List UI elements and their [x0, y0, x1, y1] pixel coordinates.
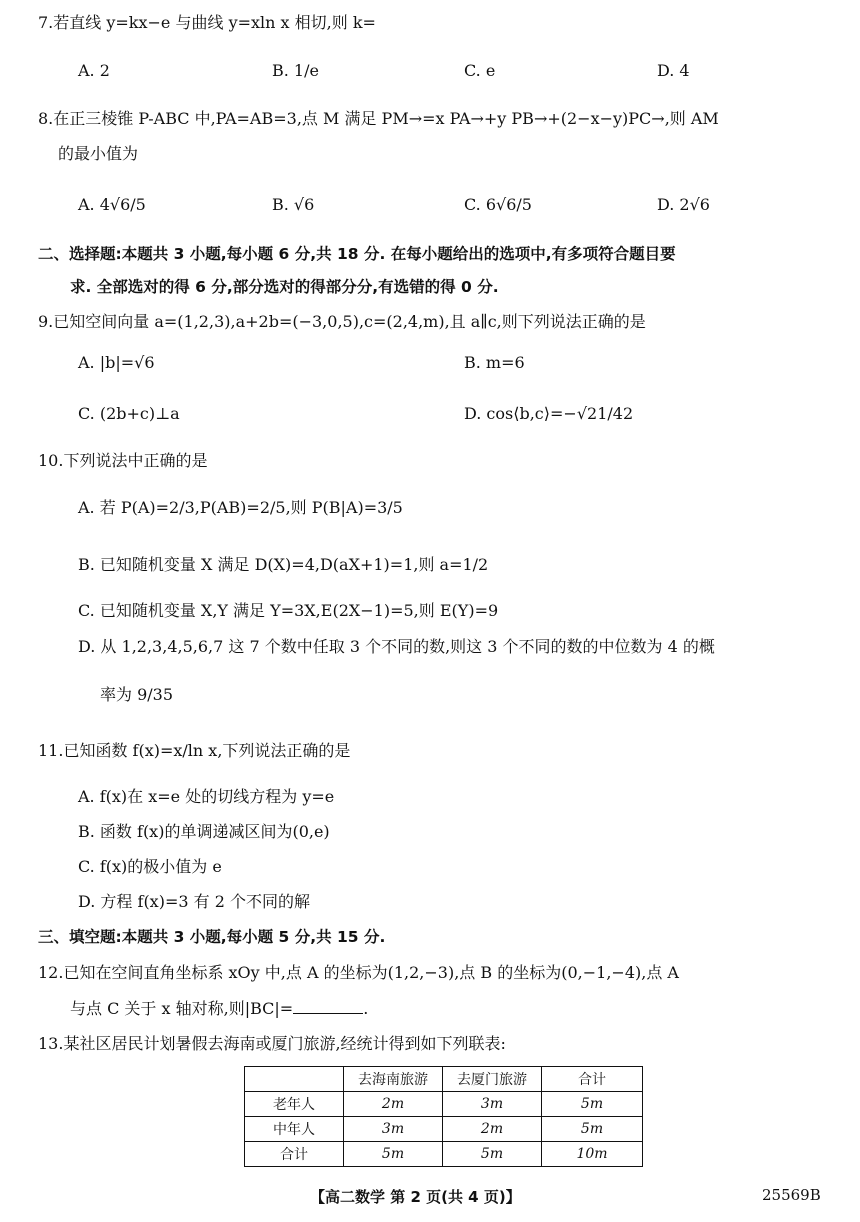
table-cell: 10m: [542, 1142, 643, 1167]
q8-option-b: B. √6: [272, 195, 315, 214]
q12-line2: [70, 998, 368, 1020]
q7-option-a: A. 2: [78, 61, 110, 80]
q10-option-d-line2: 率为 9/35: [100, 685, 174, 704]
q9-option-a: A. |b|=√6: [78, 353, 155, 372]
paper-code: 25569B: [762, 1186, 821, 1204]
q12-answer-blank: [293, 999, 363, 1014]
table-cell: 合计: [245, 1142, 344, 1167]
q10-stem: 10.下列说法中正确的是: [38, 451, 208, 470]
table-cell: 中年人: [245, 1117, 344, 1142]
q12-line1: 12.已知在空间直角坐标系 xOy 中,点 A 的坐标为(1,2,−3),点 B 的坐标为(0,−1,−4),点 A: [38, 963, 679, 982]
page-footer: 【高二数学 第 2 页(共 4 页)】: [310, 1188, 521, 1206]
contingency-table: [244, 1066, 643, 1167]
q9-option-d: D. cos⟨b,c⟩=−√21/42: [464, 404, 634, 423]
table-cell: 3m: [344, 1117, 443, 1142]
q10-option-a: A. 若 P(A)=2/3,P(AB)=2/5,则 P(B|A)=3/5: [78, 498, 403, 517]
table-header-cell: [245, 1067, 344, 1092]
q10-option-c: C. 已知随机变量 X,Y 满足 Y=3X,E(2X−1)=5,则 E(Y)=9: [78, 601, 499, 620]
q8-option-a: A. 4√6/5: [78, 195, 146, 214]
table-cell: 3m: [443, 1092, 542, 1117]
section2-heading-line2: 求. 全部选对的得 6 分,部分选对的得部分分,有选错的得 0 分.: [70, 278, 499, 296]
table-row: [245, 1142, 643, 1167]
section3-heading: 三、填空题:本题共 3 小题,每小题 5 分,共 15 分.: [38, 928, 386, 946]
q9-option-c: C. (2b+c)⊥a: [78, 404, 180, 423]
q11-option-d: D. 方程 f(x)=3 有 2 个不同的解: [78, 892, 310, 911]
q8-option-c: C. 6√6/5: [464, 195, 532, 214]
q8-stem-line1: 8.在正三棱锥 P-ABC 中,PA=AB=3,点 M 满足 PM→=x PA→+y PB→+(2−x−y)PC→,则 AM: [38, 109, 719, 128]
table-header-cell: 合计: [542, 1067, 643, 1092]
q8-option-d: D. 2√6: [657, 195, 710, 214]
table-row: [245, 1117, 643, 1142]
table-cell: 2m: [344, 1092, 443, 1117]
section2-heading-line1: 二、选择题:本题共 3 小题,每小题 6 分,共 18 分. 在每小题给出的选项中,有多项符合题目要: [38, 245, 676, 263]
table-cell: 5m: [542, 1092, 643, 1117]
q11-option-b: B. 函数 f(x)的单调递减区间为(0,e): [78, 822, 330, 841]
q10-option-d-line1: D. 从 1,2,3,4,5,6,7 这 7 个数中任取 3 个不同的数,则这 3 个不同的数的中位数为 4 的概: [78, 637, 715, 656]
q12-line2-end: .: [363, 999, 369, 1018]
table-header-cell: 去厦门旅游: [443, 1067, 542, 1092]
q11-option-c: C. f(x)的极小值为 e: [78, 857, 222, 876]
table-cell: 老年人: [245, 1092, 344, 1117]
q10-option-b: B. 已知随机变量 X 满足 D(X)=4,D(aX+1)=1,则 a=1/2: [78, 555, 489, 574]
table-header-row: [245, 1067, 643, 1092]
q7-option-d: D. 4: [657, 61, 690, 80]
q7-stem: 7.若直线 y=kx−e 与曲线 y=xln x 相切,则 k=: [38, 13, 376, 32]
q7-option-c: C. e: [464, 61, 496, 80]
q7-option-b: B. 1/e: [272, 61, 319, 80]
table-cell: 5m: [542, 1117, 643, 1142]
q9-stem: 9.已知空间向量 a=(1,2,3),a+2b=(−3,0,5),c=(2,4,m),且 a∥c,则下列说法正确的是: [38, 312, 646, 331]
q11-stem: 11.已知函数 f(x)=x/ln x,下列说法正确的是: [38, 741, 351, 760]
table-cell: 5m: [344, 1142, 443, 1167]
table-header-cell: 去海南旅游: [344, 1067, 443, 1092]
table-row: [245, 1092, 643, 1117]
q11-option-a: A. f(x)在 x=e 处的切线方程为 y=e: [78, 787, 335, 806]
table-cell: 2m: [443, 1117, 542, 1142]
q13-stem: 13.某社区居民计划暑假去海南或厦门旅游,经统计得到如下列联表:: [38, 1034, 506, 1053]
q8-stem-line2: 的最小值为: [58, 144, 139, 163]
q9-option-b: B. m=6: [464, 353, 525, 372]
q12-line2-text: 与点 C 关于 x 轴对称,则|BC|=: [70, 999, 294, 1018]
table-cell: 5m: [443, 1142, 542, 1167]
